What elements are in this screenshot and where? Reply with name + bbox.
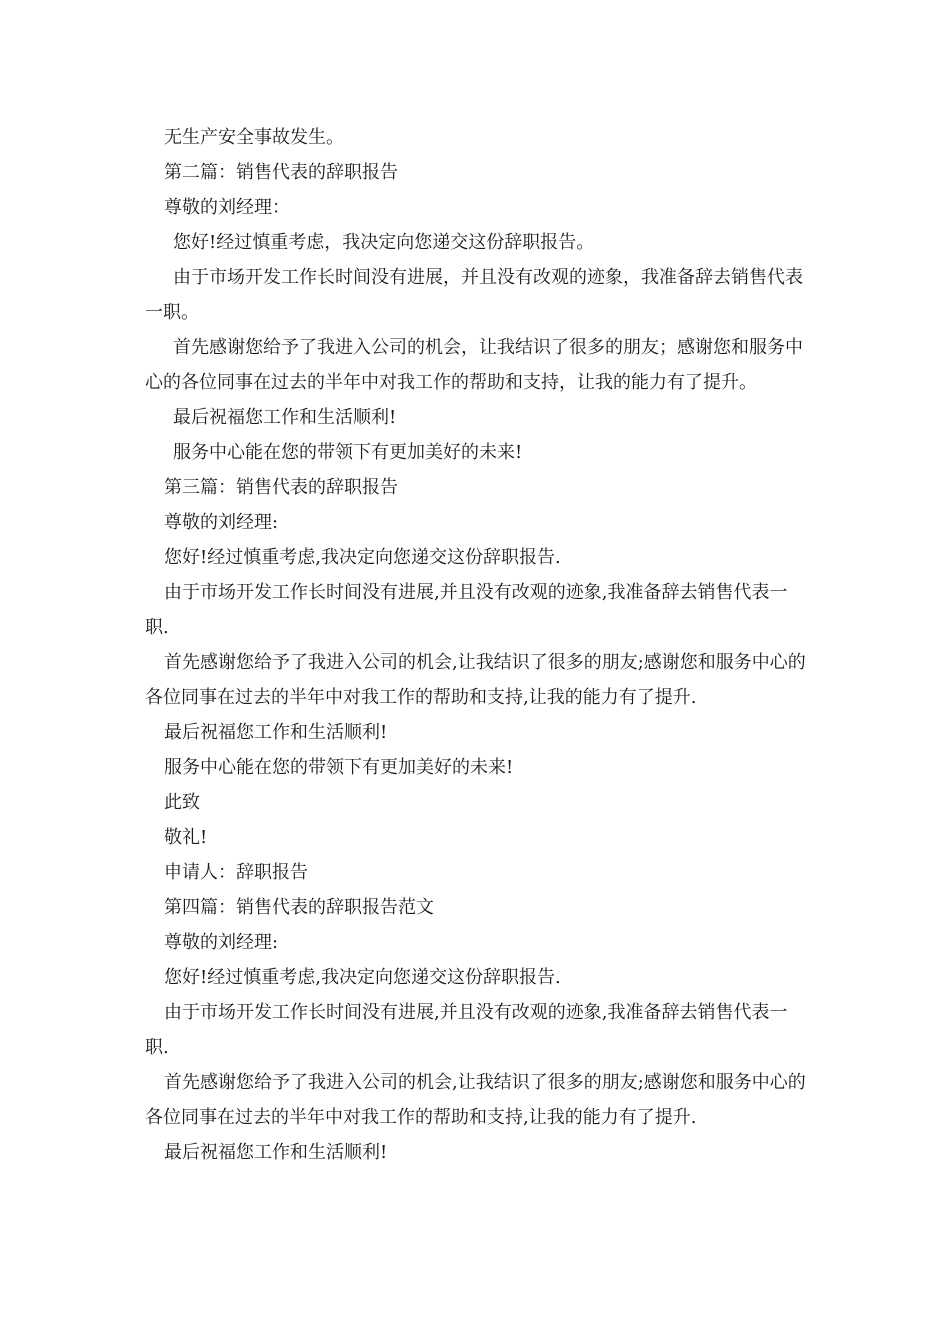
document-body (145, 120, 810, 1170)
paragraph-1: 无生产安全事故发生。 (164, 127, 344, 148)
paragraph-wishes: 最后祝福您工作和生活顺利! (173, 407, 397, 428)
applicant-line: 申请人：辞职报告 (164, 862, 308, 883)
paragraph-reason: 由于市场开发工作长时间没有进展,并且没有改观的迹象,我准备辞去销售代表一职. (145, 1002, 788, 1058)
paragraph-wishes: 最后祝福您工作和生活顺利! (164, 1142, 388, 1163)
salutation: 尊敬的刘经理: (164, 512, 279, 533)
section-heading-3: 第三篇：销售代表的辞职报告 (164, 477, 398, 498)
paragraph-thanks: 首先感谢您给予了我进入公司的机会,让我结识了很多的朋友;感谢您和服务中心的各位同事在过去的半年中对我工作的帮助和支持,让我的能力有了提升. (145, 652, 806, 708)
paragraph-future: 服务中心能在您的带领下有更加美好的未来! (173, 442, 523, 463)
section-heading-2: 第二篇：销售代表的辞职报告 (164, 162, 398, 183)
closing-salute: 敬礼! (164, 827, 208, 848)
paragraph-greeting: 您好!经过慎重考虑,我决定向您递交这份辞职报告. (164, 547, 561, 568)
paragraph-future: 服务中心能在您的带领下有更加美好的未来! (164, 757, 514, 778)
paragraph-thanks: 首先感谢您给予了我进入公司的机会,让我结识了很多的朋友;感谢您和服务中心的各位同事在过去的半年中对我工作的帮助和支持,让我的能力有了提升. (145, 1072, 806, 1128)
paragraph-greeting: 您好!经过慎重考虑，我决定向您递交这份辞职报告。 (173, 232, 595, 253)
paragraph-thanks: 首先感谢您给予了我进入公司的机会，让我结识了很多的朋友；感谢您和服务中心的各位同事在过去的半年中对我工作的帮助和支持，让我的能力有了提升。 (145, 337, 803, 393)
paragraph-greeting: 您好!经过慎重考虑,我决定向您递交这份辞职报告. (164, 967, 561, 988)
paragraph-reason: 由于市场开发工作长时间没有进展,并且没有改观的迹象,我准备辞去销售代表一职. (145, 582, 788, 638)
paragraph-reason: 由于市场开发工作长时间没有进展，并且没有改观的迹象，我准备辞去销售代表一职。 (145, 267, 803, 323)
paragraph-wishes: 最后祝福您工作和生活顺利! (164, 722, 388, 743)
salutation: 尊敬的刘经理： (164, 197, 290, 218)
closing-line: 此致 (164, 792, 200, 813)
salutation: 尊敬的刘经理: (164, 932, 279, 953)
section-heading-4: 第四篇：销售代表的辞职报告范文 (164, 897, 434, 918)
